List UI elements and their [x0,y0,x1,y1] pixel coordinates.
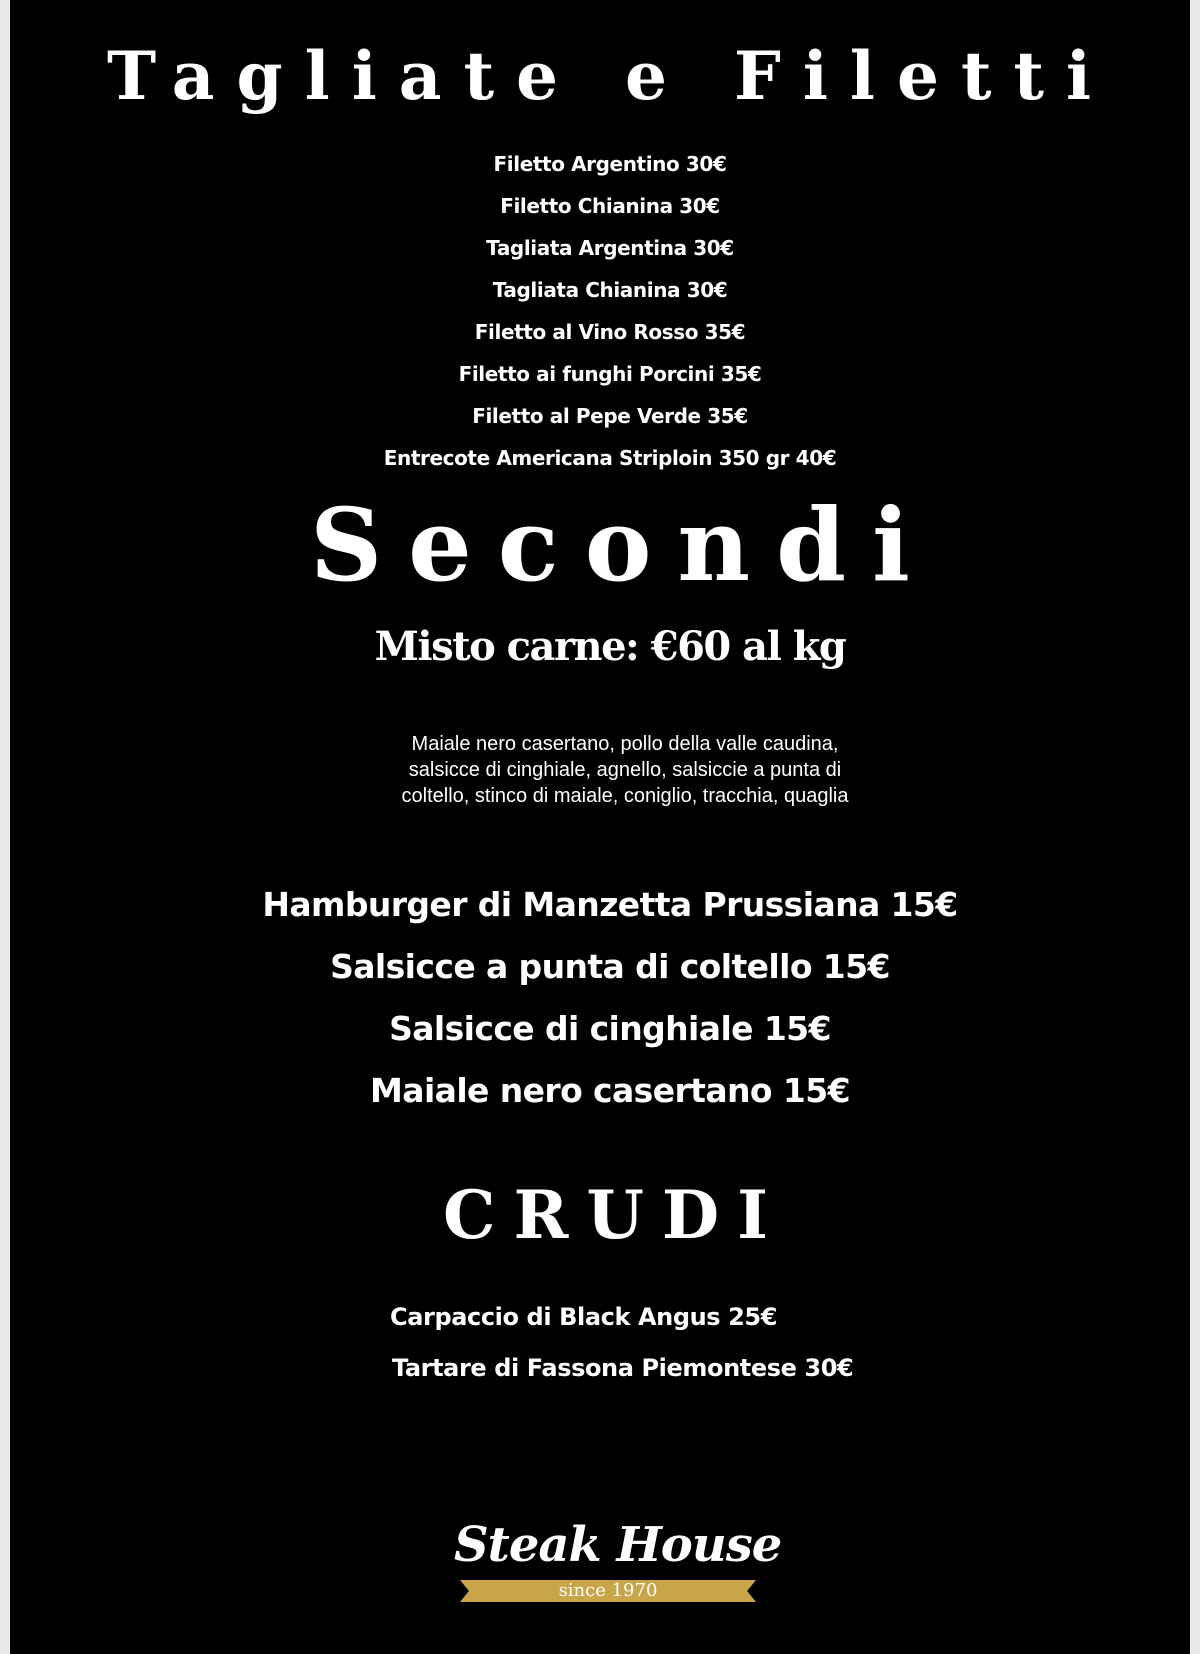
tagliate-list [10,143,1190,479]
misto-carne-description: Maiale nero casertano, pollo della valle caudina, salsicce di cinghiale, agnello, salsiccie a punta di coltello, stinco di maiale, coniglio, tracchia, quaglia [401,733,849,807]
right-margin [1190,0,1200,1654]
menu-item: Carpaccio di Black Angus 25€ [390,1303,778,1331]
logo-name: Steak House [454,1517,782,1573]
menu-item: Salsicce di cinghiale 15€ [389,1009,831,1048]
menu-item: Filetto Argentino 30€ [493,152,727,176]
menu-item: Tartare di Fassona Piemontese 30€ [392,1354,854,1382]
menu-item: Filetto Chianina 30€ [500,194,720,218]
left-margin [0,0,10,1654]
menu-item: Filetto al Vino Rosso 35€ [474,320,746,344]
menu-page [10,0,1190,1654]
section-title-tagliate: Tagliate e Filetti [106,37,1114,115]
menu-item: Filetto ai funghi Porcini 35€ [458,362,762,386]
steak-house-logo [454,1516,782,1608]
menu-item: Tagliata Argentina 30€ [486,236,734,260]
menu-item: Tagliata Chianina 30€ [492,278,728,302]
logo-since: since 1970 [558,1580,658,1601]
section-title-secondi: Secondi [309,486,937,604]
menu-item: Filetto al Pepe Verde 35€ [472,404,748,428]
menu-item: Entrecote Americana Striploin 350 gr 40€ [383,446,837,470]
secondi-list [10,874,1190,1122]
crudi-list [390,1292,853,1394]
menu-item: Hamburger di Manzetta Prussiana 15€ [262,885,958,924]
menu-item: Salsicce a punta di coltello 15€ [330,947,890,986]
misto-carne-heading: Misto carne: €60 al kg [374,623,846,670]
section-title-crudi: CRUDI [443,1176,787,1254]
menu-item: Maiale nero casertano 15€ [370,1071,850,1110]
